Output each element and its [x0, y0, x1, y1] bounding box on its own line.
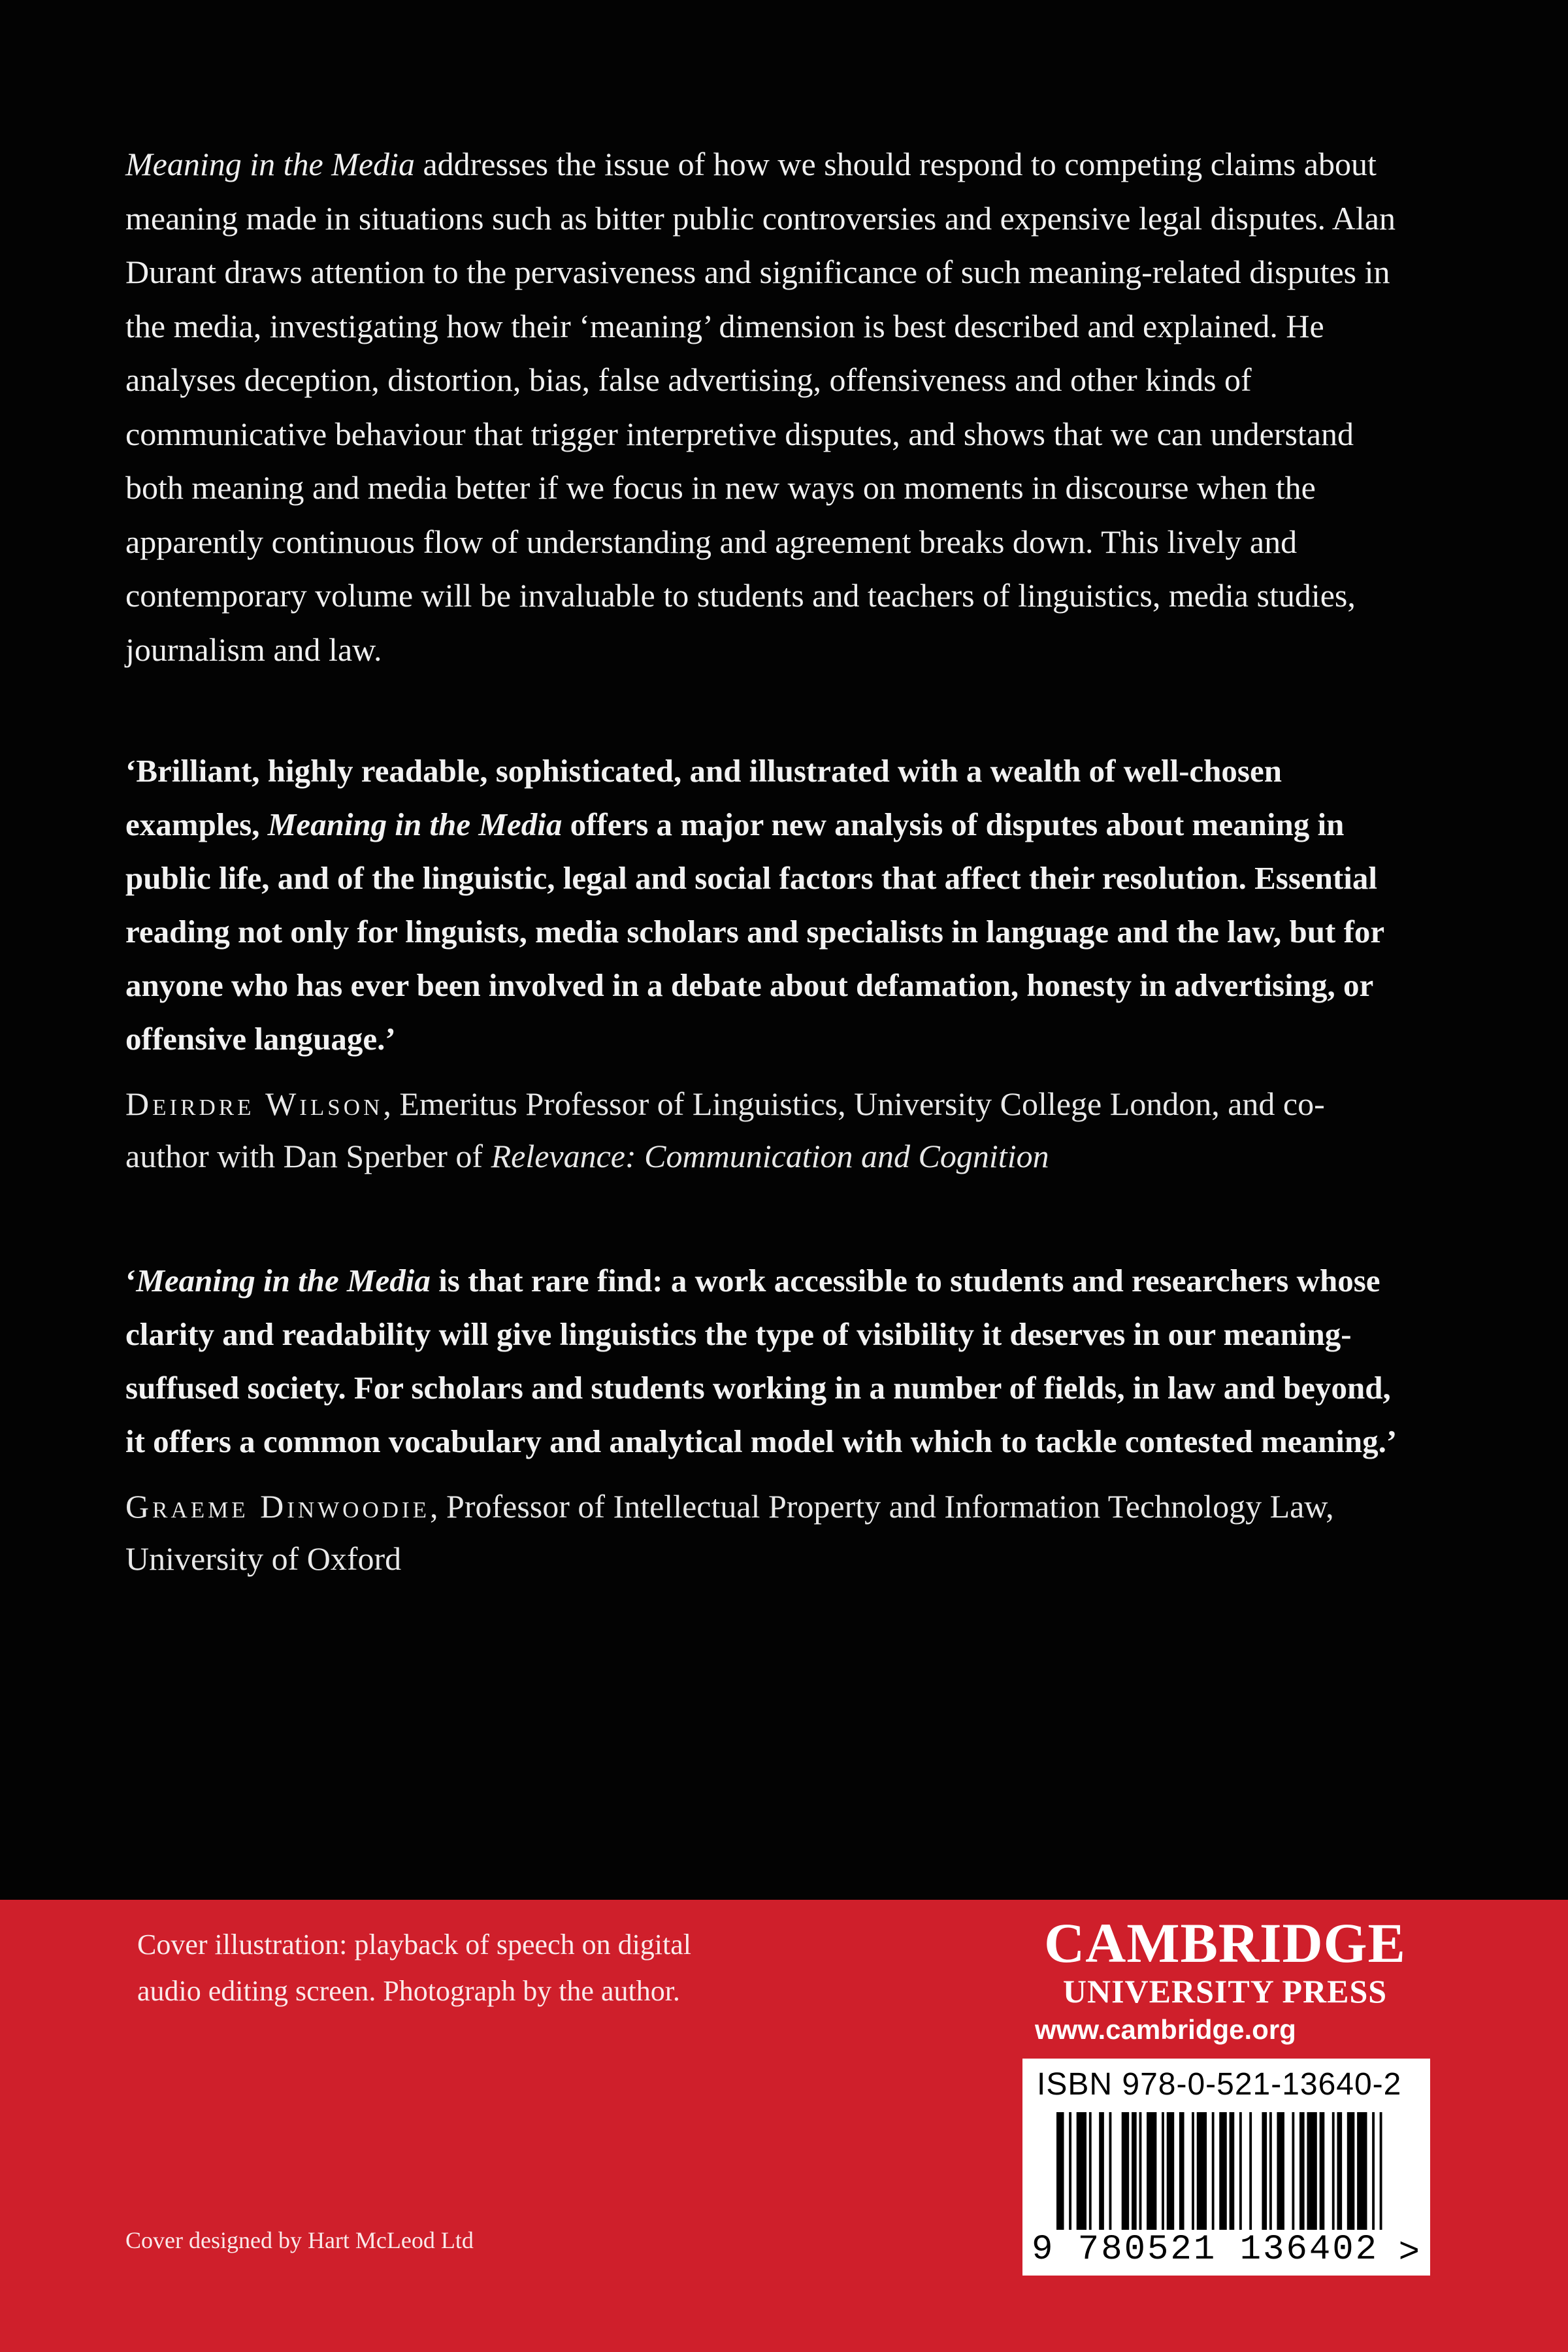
- barcode-bar: [1212, 2112, 1215, 2230]
- cover-designer-credit: Cover designed by Hart McLeod Ltd: [125, 2227, 474, 2253]
- barcode-bar: [1109, 2112, 1112, 2230]
- barcode-bar: [1069, 2112, 1071, 2230]
- barcode-bar: [1372, 2112, 1375, 2230]
- barcode-bar: [1239, 2112, 1242, 2230]
- blurb-book-title: Meaning in the Media: [125, 146, 415, 182]
- barcode-bar: [1099, 2112, 1104, 2230]
- quote1-part1: ‘Brilliant, highly readable, sophisticated, and illustrated with a wealth of well-chosen examples,: [125, 753, 1282, 842]
- barcode-bar: [1262, 2112, 1267, 2230]
- barcode-bar: [1179, 2112, 1184, 2230]
- publisher-subname: UNIVERSITY PRESS: [1062, 1973, 1388, 2010]
- cover-illustration-credit: Cover illustration: playback of speech on digital audio editing screen. Photograph by the author.: [137, 1929, 692, 2007]
- review-quote-2: [125, 1254, 1406, 1468]
- barcode-bar: [1147, 2112, 1156, 2230]
- publisher-website: www.cambridge.org: [1035, 2014, 1296, 2045]
- barcode-bar: [1269, 2112, 1272, 2230]
- barcode-bar: [1320, 2112, 1325, 2230]
- barcode-bar: [1332, 2112, 1335, 2230]
- quote1-reference-book: Relevance: Communication and Cognition: [491, 1138, 1049, 1174]
- barcode-bar: [1292, 2112, 1294, 2230]
- barcode-bar: [1357, 2112, 1367, 2230]
- quote2-affiliation: , Professor of Intellectual Property and Information Technology Law, University of Oxford: [125, 1488, 1334, 1577]
- barcode-digits: 9 780521 136402: [1032, 2230, 1379, 2270]
- text-column: [125, 137, 1406, 1585]
- barcode-arrow: >: [1399, 2230, 1420, 2270]
- barcode-bar: [1122, 2112, 1130, 2230]
- barcode-bar: [1056, 2112, 1064, 2230]
- quote2-part2: is that rare find: a work accessible to students and researchers whose clarity and readability will give linguistics the type of visibility it deserves in our meaning-suffused society. For scholars and students working in a number of fields, in law and beyond, it offers a common vocabulary and analytical model with which to tackle contested meaning.’: [125, 1263, 1397, 1459]
- quote1-author: Deirdre Wilson: [125, 1085, 384, 1122]
- barcode-bar: [1197, 2112, 1207, 2230]
- barcode-bar: [1132, 2112, 1137, 2230]
- barcode-bar: [1192, 2112, 1194, 2230]
- barcode-bars: [1056, 2112, 1390, 2230]
- quote2-attribution: [125, 1480, 1406, 1585]
- barcode-bar: [1077, 2112, 1086, 2230]
- publisher-name: CAMBRIDGE: [1044, 1912, 1406, 1974]
- quote2-open: ‘: [125, 1263, 137, 1299]
- quote1-part2: offers a major new analysis of disputes about meaning in public life, and of the linguistic, legal and social factors that affect their resolution. Essential reading not only for linguists, media scholars and specialists in language and the law, but for anyone who has ever been involved in a debate about defamation, honesty in advertising, or offensive language.’: [125, 806, 1384, 1057]
- quote2-author: Graeme Dinwoodie: [125, 1488, 431, 1525]
- barcode-bar: [1219, 2112, 1227, 2230]
- quote2-book-title: Meaning in the Media: [136, 1263, 431, 1299]
- barcode-bar: [1230, 2112, 1235, 2230]
- barcode-panel: [1022, 2059, 1430, 2276]
- barcode-bar: [1162, 2112, 1164, 2230]
- isbn-label: ISBN 978-0-521-13640-2: [1037, 2067, 1402, 2102]
- quote1-attribution: [125, 1078, 1406, 1182]
- quote1-affiliation: , Emeritus Professor of Linguistics, University College London, and co-author with Dan Sperber of: [125, 1085, 1325, 1174]
- barcode-bar: [1347, 2112, 1355, 2230]
- blurb-text: addresses the issue of how we should respond to competing claims about meaning made in situations such as bitter public controversies and expensive legal disputes. Alan Durant draws attention to the pervasiveness and significance of such meaning-related disputes in the media, investigating how their ‘meaning’ dimension is best described and explained. He analyses deception, distortion, bias, false advertising, offensiveness and other kinds of communicative behaviour that trigger interpretive disputes, and shows that we can understand both meaning and media better if we focus in new ways on moments in discourse when the apparently continuous flow of understanding and agreement breaks down. This lively and contemporary volume will be invaluable to students and teachers of linguistics, media studies, journalism and law.: [125, 146, 1396, 668]
- review-quote-1: [125, 744, 1406, 1066]
- barcode-bar: [1299, 2112, 1305, 2230]
- quote1-book-title: Meaning in the Media: [267, 806, 563, 842]
- book-blurb: [125, 137, 1406, 676]
- barcode-bar: [1167, 2112, 1175, 2230]
- barcode-bar: [1380, 2112, 1382, 2230]
- barcode-bar: [1337, 2112, 1342, 2230]
- barcode-bar: [1307, 2112, 1316, 2230]
- barcode-bar: [1139, 2112, 1142, 2230]
- barcode-bar: [1089, 2112, 1092, 2230]
- barcode-bar: [1277, 2112, 1284, 2230]
- publisher-logo: [1029, 1913, 1421, 2010]
- barcode-bar: [1249, 2112, 1252, 2230]
